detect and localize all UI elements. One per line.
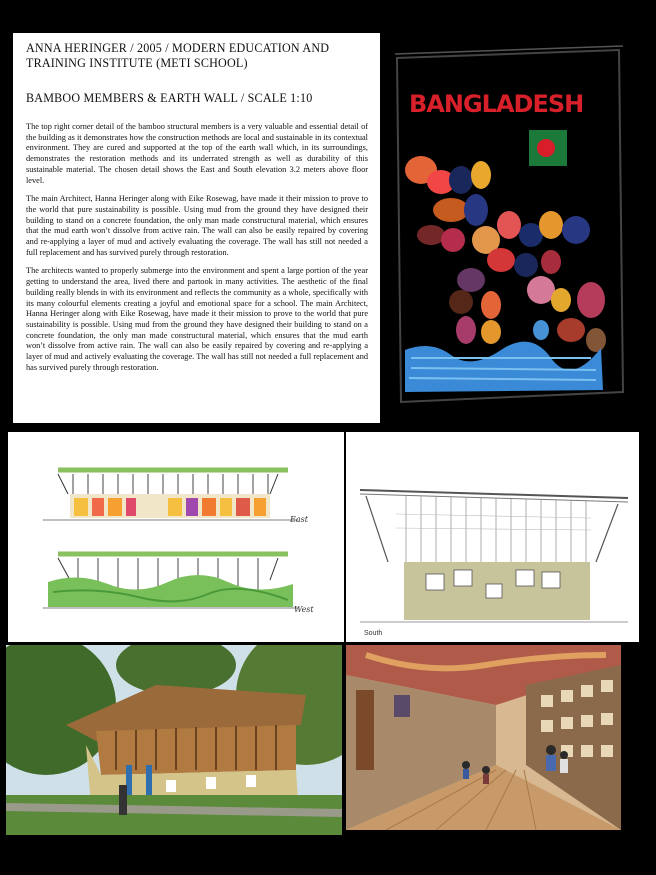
document-title-line2: TRAINING INSTITUTE (METI SCHOOL) xyxy=(26,56,248,70)
west-elevation-drawing xyxy=(43,554,314,614)
text-panel xyxy=(13,33,380,423)
west-label: West xyxy=(294,605,314,614)
document-subtitle: BAMBOO MEMBERS & EARTH WALL / SCALE 1:10 xyxy=(26,91,313,105)
paragraph-1: The top right corner detail of the bamboo structural members is a very valuable and essential detail of the building as it demonstrates how the construction methods are local and sustainable in its contextual environment. They are cured and supported at the top of the earth wall which, in its surroundings, demonstrates the restoration methods and its underrated strength as well as durability of this sustainable material. The chosen detail shows the East and South elevation 3.2 meters above floor level. xyxy=(26,122,368,185)
east-label: East xyxy=(290,515,308,524)
exterior-photo xyxy=(6,645,342,835)
bangladesh-poster-drawing xyxy=(391,40,631,410)
bangladesh-flag-icon xyxy=(529,130,567,166)
paragraph-2: The main Architect, Hanna Heringer along with Eike Rosewag, have made it their mission to prove to the world that pure sustainability is possible. Using mud from the ground they have designed their building to stand on a concrete foundation, the only man made constructural material, which ensures that the mud earth won’t dissolve from active rain. The wall can also be easily repaired by covering and re-applying a layer of mud and actively evaluating the coverage. The wall has still not needed a full replacement and has survived purely through restoration. xyxy=(26,194,368,257)
blue-scribble-band xyxy=(405,342,603,392)
interior-photo xyxy=(346,645,621,830)
paragraph-3: The architects wanted to properly submerge into the environment and spent a large portion of the year getting to understand the area, lived there and partook in many activities. The aesthetic of the final building really blends in with its environment and reflects the community as a whole, specifically with its many colourful elements creating a joyful and emotional space for a school. The main Architect, Hanna Heringer along with Eike Rosewag, have made it their mission to prove to the world that pure sustainability is possible. Using mud from the ground they have designed their building to stand on a concrete foundation, the only man made constructural material, which ensures that the mud earth won’t dissolve from active rain. The wall can also be easily repaired by covering and re-applying a layer of mud and actively evaluating the coverage. The wall has still not needed a full replacement and has survived purely through restoration. xyxy=(26,266,368,372)
east-west-elevation-sketch xyxy=(8,432,344,642)
south-label: South xyxy=(364,630,383,637)
east-elevation-drawing xyxy=(43,470,309,524)
document-title-line1: ANNA HERINGER / 2005 / MODERN EDUCATION AND xyxy=(26,41,330,55)
poster-title: BANGLADESH xyxy=(409,90,584,118)
south-elevation-drawing xyxy=(346,432,639,642)
map-blobs xyxy=(405,156,606,352)
